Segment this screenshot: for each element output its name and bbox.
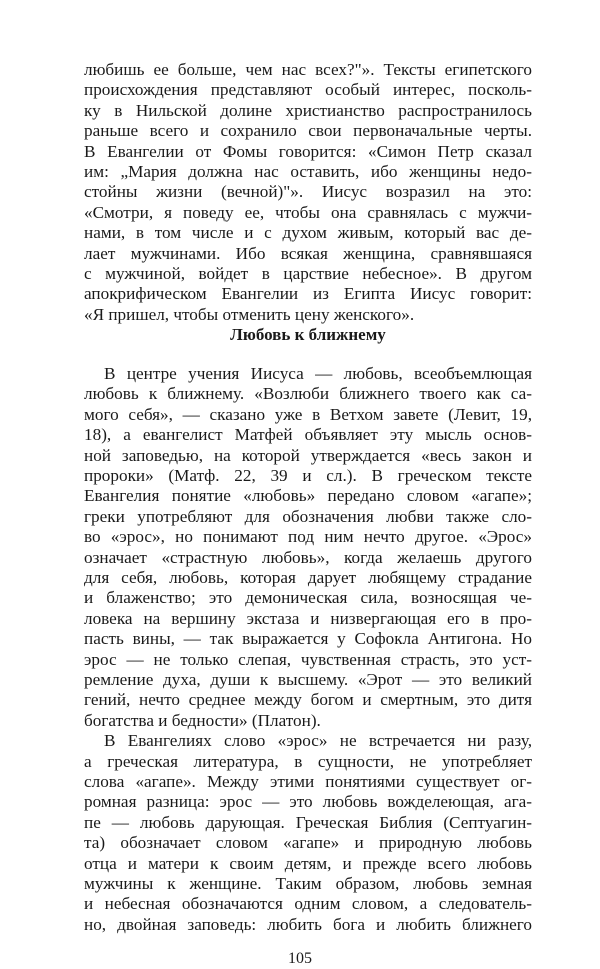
text-line: означает «страстную любовь», когда желаешь другого: [84, 547, 532, 567]
text-line: а греческая литература, в сущности, не употребляет: [84, 751, 532, 771]
text-line: пе — любовь дарующая. Греческая Библия (Септуагин-: [84, 812, 532, 832]
text-line: мого себя», — сказано уже в Ветхом завете (Левит, 19,: [84, 404, 532, 424]
text-line: стойны жизни (вечной)"». Иисус возразил на это:: [84, 182, 532, 202]
page-number: 105: [288, 950, 312, 968]
text-line: греки употребляют для обозначения любви также сло-: [84, 506, 532, 526]
text-line: эрос — не только слепая, чувственная страсть, это уст-: [84, 649, 532, 669]
text-line: во «эрос», но понимают под ним нечто другое. «Эрос»: [84, 527, 532, 547]
text-line: ку в Нильской долине христианство распространилось: [84, 100, 532, 120]
text-line: 18), а евангелист Матфей объявляет эту мысль основ-: [84, 425, 532, 445]
text-line: но, двойная заповедь: любить бога и любить ближнего: [84, 914, 532, 934]
text-line: мужчины к женщине. Таким образом, любовь земная: [84, 874, 532, 893]
text-line: и блаженство; это демоническая сила, возносящая че-: [84, 588, 532, 608]
text-line: пасть вины, — так выражается у Софокла Антигона. Но: [84, 629, 532, 649]
text-line: отца и матери к своим детям, и прежде всего любовь: [84, 853, 532, 873]
text-line: Евангелия понятие «любовь» передано словом «агапе»;: [84, 486, 532, 506]
text-line: В Евангелии от Фомы говорится: «Симон Петр сказал: [84, 141, 532, 161]
text-line: слова «агапе». Между этими понятиями существует ог-: [84, 772, 532, 791]
text-line: пророки» (Матф. 22, 39 и сл.). В греческом тексте: [84, 466, 532, 485]
text-line: апокрифическом Евангелии из Египта Иисус говорит:: [84, 284, 532, 304]
text-line: «Я пришел, чтобы отменить цену женского».: [84, 304, 415, 324]
text-line: «Смотри, я поведу ее, чтобы она сравнялась с мужчи-: [84, 202, 532, 222]
text-line: В центре учения Иисуса — любовь, всеобъемлющая: [104, 364, 532, 383]
text-line: В Евангелиях слово «эрос» не встречается ни разу,: [104, 731, 532, 751]
text-line: гений, нечто среднее между богом и смертным, это дитя: [84, 690, 532, 710]
text-line: ловека на вершину экстаза и низвергающая его в про-: [84, 608, 532, 628]
text-line: ремление духа, души к высшему. «Эрот — это великий: [84, 670, 532, 689]
text-line: богатства и бедности» (Платон).: [84, 710, 321, 730]
text-line: та) обозначает словом «агапе» и природную любовь: [84, 833, 532, 853]
text-line: нами, в том числе и с духом живым, который вас де-: [84, 223, 532, 243]
text-line: ромная разница: эрос — это любовь вожделеющая, ага-: [84, 792, 532, 812]
text-line: и небесная обозначаются одним словом, а следователь-: [84, 894, 532, 914]
text-line: раньше всего и сохранило свои первоначальные черты.: [84, 121, 532, 141]
text-line: им: „Мария должна нас оставить, ибо женщины недо-: [84, 162, 532, 181]
section-heading: Любовь к ближнему: [230, 325, 386, 344]
text-line: происхождения представляют особый интерес, посколь-: [84, 80, 532, 100]
text-line: любишь ее больше, чем нас всех?"». Тексты египетского: [84, 60, 532, 79]
text-line: любовь к ближнему. «Возлюби ближнего твоего как са-: [84, 384, 532, 404]
text-line: ной заповедью, на которой утверждается «весь закон и: [84, 445, 532, 465]
text-line: с мужчиной, войдет в царствие небесное». В другом: [84, 264, 532, 283]
text-line: для себя, любовь, которая дарует любящему страдание: [84, 568, 532, 587]
text-line: лает мужчинами. Ибо всякая женщина, сравнявшаяся: [84, 243, 532, 263]
